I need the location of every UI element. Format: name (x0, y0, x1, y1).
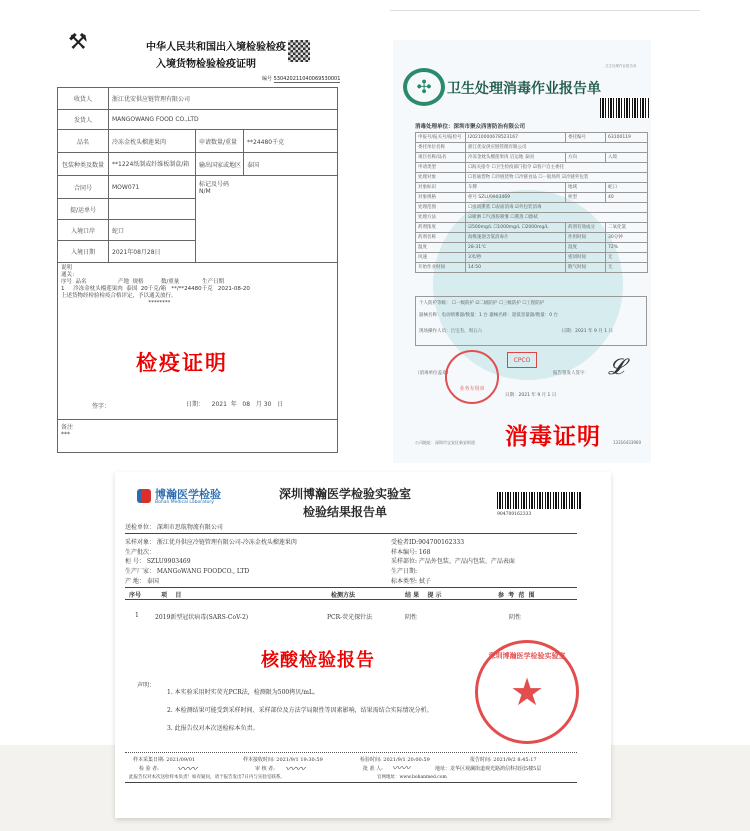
date-label: 入境日期 (57, 240, 109, 263)
table-cell: ☑喷洒 ☐气溶胶喷雾 ☐熏蒸 ☐擦拭 (466, 213, 648, 223)
company-address: 公司地址：深圳市宝安区新安街道 (415, 440, 475, 445)
report-time: 报告时间: 2021/9/2 8:45:17 (470, 757, 537, 763)
test-time: 检验时间: 2021/9/1 20:00:59 (360, 757, 430, 763)
table-cell: 63100119 (606, 133, 648, 143)
pack-value: **1224纸制或纤维板制盒/箱 (108, 152, 196, 176)
row-method: PCR-荧光探针法 (327, 614, 373, 621)
col-header-reference: 参 考 范 围 (498, 592, 535, 599)
col-header-item: 项 目 (161, 592, 182, 599)
table-cell: 无 (606, 263, 648, 273)
divider (125, 533, 577, 534)
serial-number (262, 75, 340, 82)
quarantine-caption: 检疫证明 (136, 351, 228, 375)
product-label: 品名 (57, 129, 109, 153)
divider (125, 782, 577, 783)
serial-value: 530420211040069530001 (273, 76, 341, 82)
collection-date: 样本采集日期: 2021/09/01 (133, 757, 196, 763)
table-cell: 3米/秒 (466, 253, 566, 263)
table-cell: 药剂名称 (416, 233, 466, 243)
customs-emblem-icon: ⚒ (68, 30, 88, 55)
table-cell: 温度 (416, 243, 466, 253)
consignee-value: 浙江优安供应链管理有限公司 (108, 87, 338, 110)
star-icon: ★ (509, 670, 545, 714)
website: 官网地址：www.bohanmed.com (377, 775, 447, 780)
port-label: 入境口岸 (57, 219, 109, 241)
logo-english: Bohan Medical Laboratory (155, 500, 214, 505)
notes-line: 说明 (61, 265, 73, 271)
table-cell: 药剂浓度 (416, 223, 466, 233)
info-line: 受检者ID:904700162333 (391, 539, 465, 546)
table-row (416, 183, 648, 193)
barcode (497, 492, 581, 509)
table-row (416, 163, 648, 173)
col-header-method: 检测方法 (331, 592, 356, 599)
marks-cell (195, 175, 338, 263)
qty-label: 申请数量/重量 (195, 129, 244, 153)
marks-value: N/M (199, 188, 211, 195)
signature: 𝓛 (608, 355, 624, 380)
contract-value: MOW071 (108, 175, 196, 199)
company-seal (445, 350, 499, 404)
report-date: 日期：2021 年 9 月 1 日 (505, 393, 557, 398)
info-line: 生产日期: (391, 568, 418, 576)
protection-level: 个人防护等级： ☐一级防护 ☑二级防护 ☐三级防护 ☐工程防护 (419, 301, 545, 306)
table-row (416, 173, 648, 183)
lab-seal (475, 640, 579, 744)
table-cell: 冷冻金枕头榴莲果肉 启运地 泰国 (466, 153, 566, 163)
table-cell: 14:50 (466, 263, 566, 273)
seal-label: （消毒单位盖章） (415, 371, 451, 376)
bl-value (108, 198, 196, 220)
notes-line: 上述货物经检验检疫合格评定，予以通关放行。 (61, 293, 177, 299)
table-cell: 二氧化氯 (606, 223, 648, 233)
table-cell: 密闭时间 (566, 253, 606, 263)
table-cell: 车牌 (466, 183, 566, 193)
signer-label: 报告签发人签字： (553, 371, 589, 376)
marks-label: 标记及号码 (199, 181, 230, 188)
origin-label: 输出国家或地区 (195, 152, 244, 176)
sign-label: 签字： (92, 403, 111, 410)
table-cell: 处理方法 (416, 213, 466, 223)
table-cell: 无 (606, 253, 648, 263)
pack-label: 包装种类及数量 (57, 152, 109, 176)
table-cell: 风速 (416, 253, 466, 263)
sample-info-right (391, 538, 515, 587)
consignor-label: 发货人 (57, 109, 109, 130)
statement: 2. 本检测结果可能受到采样时间、采样部位及方法学局限性等因素影响，结果需结合实际情况分析。 (167, 707, 433, 714)
protection-section (415, 296, 647, 346)
table-cell: ☐海关指令 ☐卫生检疫部门指令 ☑客户自主委托 (466, 163, 648, 173)
table-cell: 地域 (566, 183, 606, 193)
tester-label: 检 验 者: (139, 766, 159, 772)
table-row (416, 133, 648, 143)
origin-value: 泰国 (243, 152, 338, 176)
disinfection-unit: 消毒处理单位：深圳市聚众西害防治有限公司 (415, 124, 526, 130)
table-cell: 处理范围 (416, 203, 466, 213)
sample-info-left (125, 538, 297, 587)
table-row (416, 213, 648, 223)
table-cell: 28-31℃ (466, 243, 566, 253)
row-result: 阴性 (405, 614, 418, 621)
remarks-value: *** (61, 431, 70, 438)
table-cell: ☐普通货物 ☐冷链货物 ☐冷链食品 ☐一般场所 ☑冷链外包装 (466, 173, 648, 183)
doc1-title-line2: 入境货物检验检疫证明 (156, 59, 256, 70)
product-value: 冷冻金枕头榴莲果肉 (108, 129, 196, 153)
company-phone: 13316433960 (613, 440, 641, 445)
col-header-result: 结 果 提 示 (405, 592, 442, 599)
serial-label: 编号 (262, 76, 273, 82)
statement-label: 声明： (137, 682, 156, 689)
table-cell: 作用时间 (566, 233, 606, 243)
divider (125, 752, 577, 753)
table-cell: 72% (606, 243, 648, 253)
table-cell: 40 (606, 193, 648, 203)
table-cell: ☑500mg/L ☐1000mg/L ☐2000mg/L (466, 223, 566, 233)
table-cell: 蛇口 (606, 183, 648, 193)
info-line: 生产厂家： MANGoWANG FOODCO., LTD (125, 568, 250, 576)
nucleic-acid-caption: 核酸检验报告 (261, 650, 375, 671)
table-cell: 方向 (566, 153, 606, 163)
table-row (416, 143, 648, 153)
disinfection-report (393, 40, 651, 463)
notes-line: ******** (61, 300, 171, 306)
approver-label: 批 准 人: (363, 766, 383, 772)
table-cell: 散气时间 (566, 263, 606, 273)
seal-text: 业务专用章 (459, 386, 485, 392)
certificate-table (57, 87, 338, 453)
table-cell: 入境 (606, 153, 648, 163)
divider (390, 10, 700, 11)
date-value: 2021年08月28日 (108, 240, 196, 263)
logo-text: 博瀚医学检验 (155, 488, 221, 501)
table-cell: 对象规格 (416, 193, 466, 203)
table-cell: 湿度 (566, 243, 606, 253)
lab-address: 地址：龙华区观澜街道观光路鸿信科技园5楼5层 (435, 766, 542, 772)
table-cell: 30分钟 (606, 233, 648, 243)
statement: 1. 本实验采用时实荧光PCR法，检测限为500拷贝/mL。 (167, 689, 319, 696)
divider (125, 587, 577, 588)
table-cell: 柜号 SZLU9903469 (466, 193, 566, 203)
table-cell: 委托单位名称 (416, 143, 466, 153)
remarks-section (57, 419, 338, 453)
doc3-title-line1: 深圳博瀚医学检验实验室 (278, 487, 411, 501)
table-cell: 申请类型 (416, 163, 466, 173)
notes-line: 1 冷冻金枕头榴莲果肉 泰国 20千克/箱 **/**24480千克 2021-08-20 (61, 286, 250, 292)
table-cell: 项目名称/品名 (416, 153, 466, 163)
operators: 现场操作人员：吕宝杰、周五六 (419, 329, 482, 334)
info-line: 标本类型: 拭子 (391, 577, 431, 585)
consignor-value: MANGOWANG FOOD CO.,LTD (108, 109, 338, 130)
footer-note: 此报告仅对本次送检样本负责！如有疑问，请于报告发出7日内与实验室联系。 (129, 775, 285, 780)
doc1-title-line1: 中华人民共和国出入境检验检疫 (146, 42, 286, 53)
table-row (416, 263, 648, 273)
equipment: 器械名称：电动喷雾器/数量：1 台 器械名称：超低容量器/数量：0 台 (419, 313, 559, 318)
col-header-index: 序号 (129, 592, 142, 599)
doc3-title-line2: 检验结果报告单 (302, 505, 387, 519)
table-row (416, 153, 648, 163)
table-row (416, 193, 648, 203)
table-cell: 药剂有效成分 (566, 223, 606, 233)
info-line: 采样对象： 浙江优舟供应冷链管理有限公司-冷冻金枕头榴莲果肉 (125, 539, 297, 546)
notes-section (57, 262, 338, 420)
nucleic-acid-report (115, 472, 611, 818)
table-cell: 处理对象 (416, 173, 466, 183)
info-line: 采样部位: 产品外包装、产品内包装、产品表面 (391, 558, 515, 566)
table-cell: I20210000678523167 (466, 133, 566, 143)
info-line: 柜 号： SZLU9903469 (125, 558, 191, 566)
table-cell: 海维速溶含氯消毒片 (466, 233, 566, 243)
lab-logo-icon (137, 489, 151, 503)
divider (125, 599, 577, 600)
doc2-title: 卫生处理消毒作业报告单 (447, 81, 601, 97)
corner-note: 卫生处理作业报告单 (605, 64, 637, 68)
laurel-emblem-icon: ✣ (403, 68, 445, 106)
table-cell: 柜型 (566, 193, 606, 203)
quarantine-certificate (50, 22, 342, 454)
table-cell: 对象标识 (416, 183, 466, 193)
table-row (416, 253, 648, 263)
info-line: 样本编号: 168 (391, 548, 431, 556)
qty-value: **24480千克 (243, 129, 338, 153)
bl-label: 提/运单号 (57, 198, 109, 220)
reviewer-signature: 〰〰 (285, 764, 305, 775)
qr-code (288, 40, 310, 62)
row-index: 1 (135, 612, 139, 619)
reviewer-label: 审 核 者: (255, 766, 275, 772)
remarks-label: 备注 (61, 424, 74, 431)
notes-line: 序号 品名 产地 规格 数/重量 生产日期 (61, 279, 225, 285)
table-row (416, 233, 648, 243)
issue-date: 日期： 2021 年 08 月 30 日 (186, 401, 284, 408)
seal-text: 深圳博瀚医学检验实验室 (488, 652, 566, 660)
row-reference: 阴性 (509, 614, 522, 621)
info-line: 产 地： 泰国 (125, 577, 159, 585)
operation-date: 日期：2021 年 9 月 1 日 (561, 329, 613, 334)
row-item: 2019新型冠状病毒(SARS-CoV-2) (155, 614, 249, 621)
table-cell: 委托编号 (566, 133, 606, 143)
notes-line: 通关： (61, 272, 78, 278)
consignee-label: 收货人 (57, 87, 109, 110)
barcode-number: 904700162333 (497, 512, 532, 517)
cpco-stamp: CPCO (507, 352, 537, 368)
info-line: 生产批次： (125, 548, 156, 556)
table-cell: 浙江优安供应链管理有限公司 (466, 143, 648, 153)
approver-signature: 〰〰 (392, 764, 411, 774)
table-row (416, 243, 648, 253)
barcode (600, 98, 650, 118)
tester-signature: 〰〰 (177, 764, 197, 775)
disinfection-caption: 消毒证明 (505, 424, 601, 450)
port-value: 蛇口 (108, 219, 196, 241)
table-cell: 申报号/报关号/报检号 (416, 133, 466, 143)
contract-label: 合同号 (57, 175, 109, 199)
receive-time: 样本接收时间: 2021/9/1 19:30:59 (243, 757, 323, 763)
table-cell: 开始作业时间 (416, 263, 466, 273)
statement: 3. 此报告仅对本次送检标本负责。 (167, 725, 259, 732)
table-cell: ☐密闭熏蒸 ☐表面消毒 ☑外包装消毒 (466, 203, 648, 213)
table-row (416, 203, 648, 213)
sender: 送检单位： 深圳市思航物流有限公司 (125, 524, 223, 531)
disinfection-table (415, 132, 648, 273)
table-row (416, 223, 648, 233)
